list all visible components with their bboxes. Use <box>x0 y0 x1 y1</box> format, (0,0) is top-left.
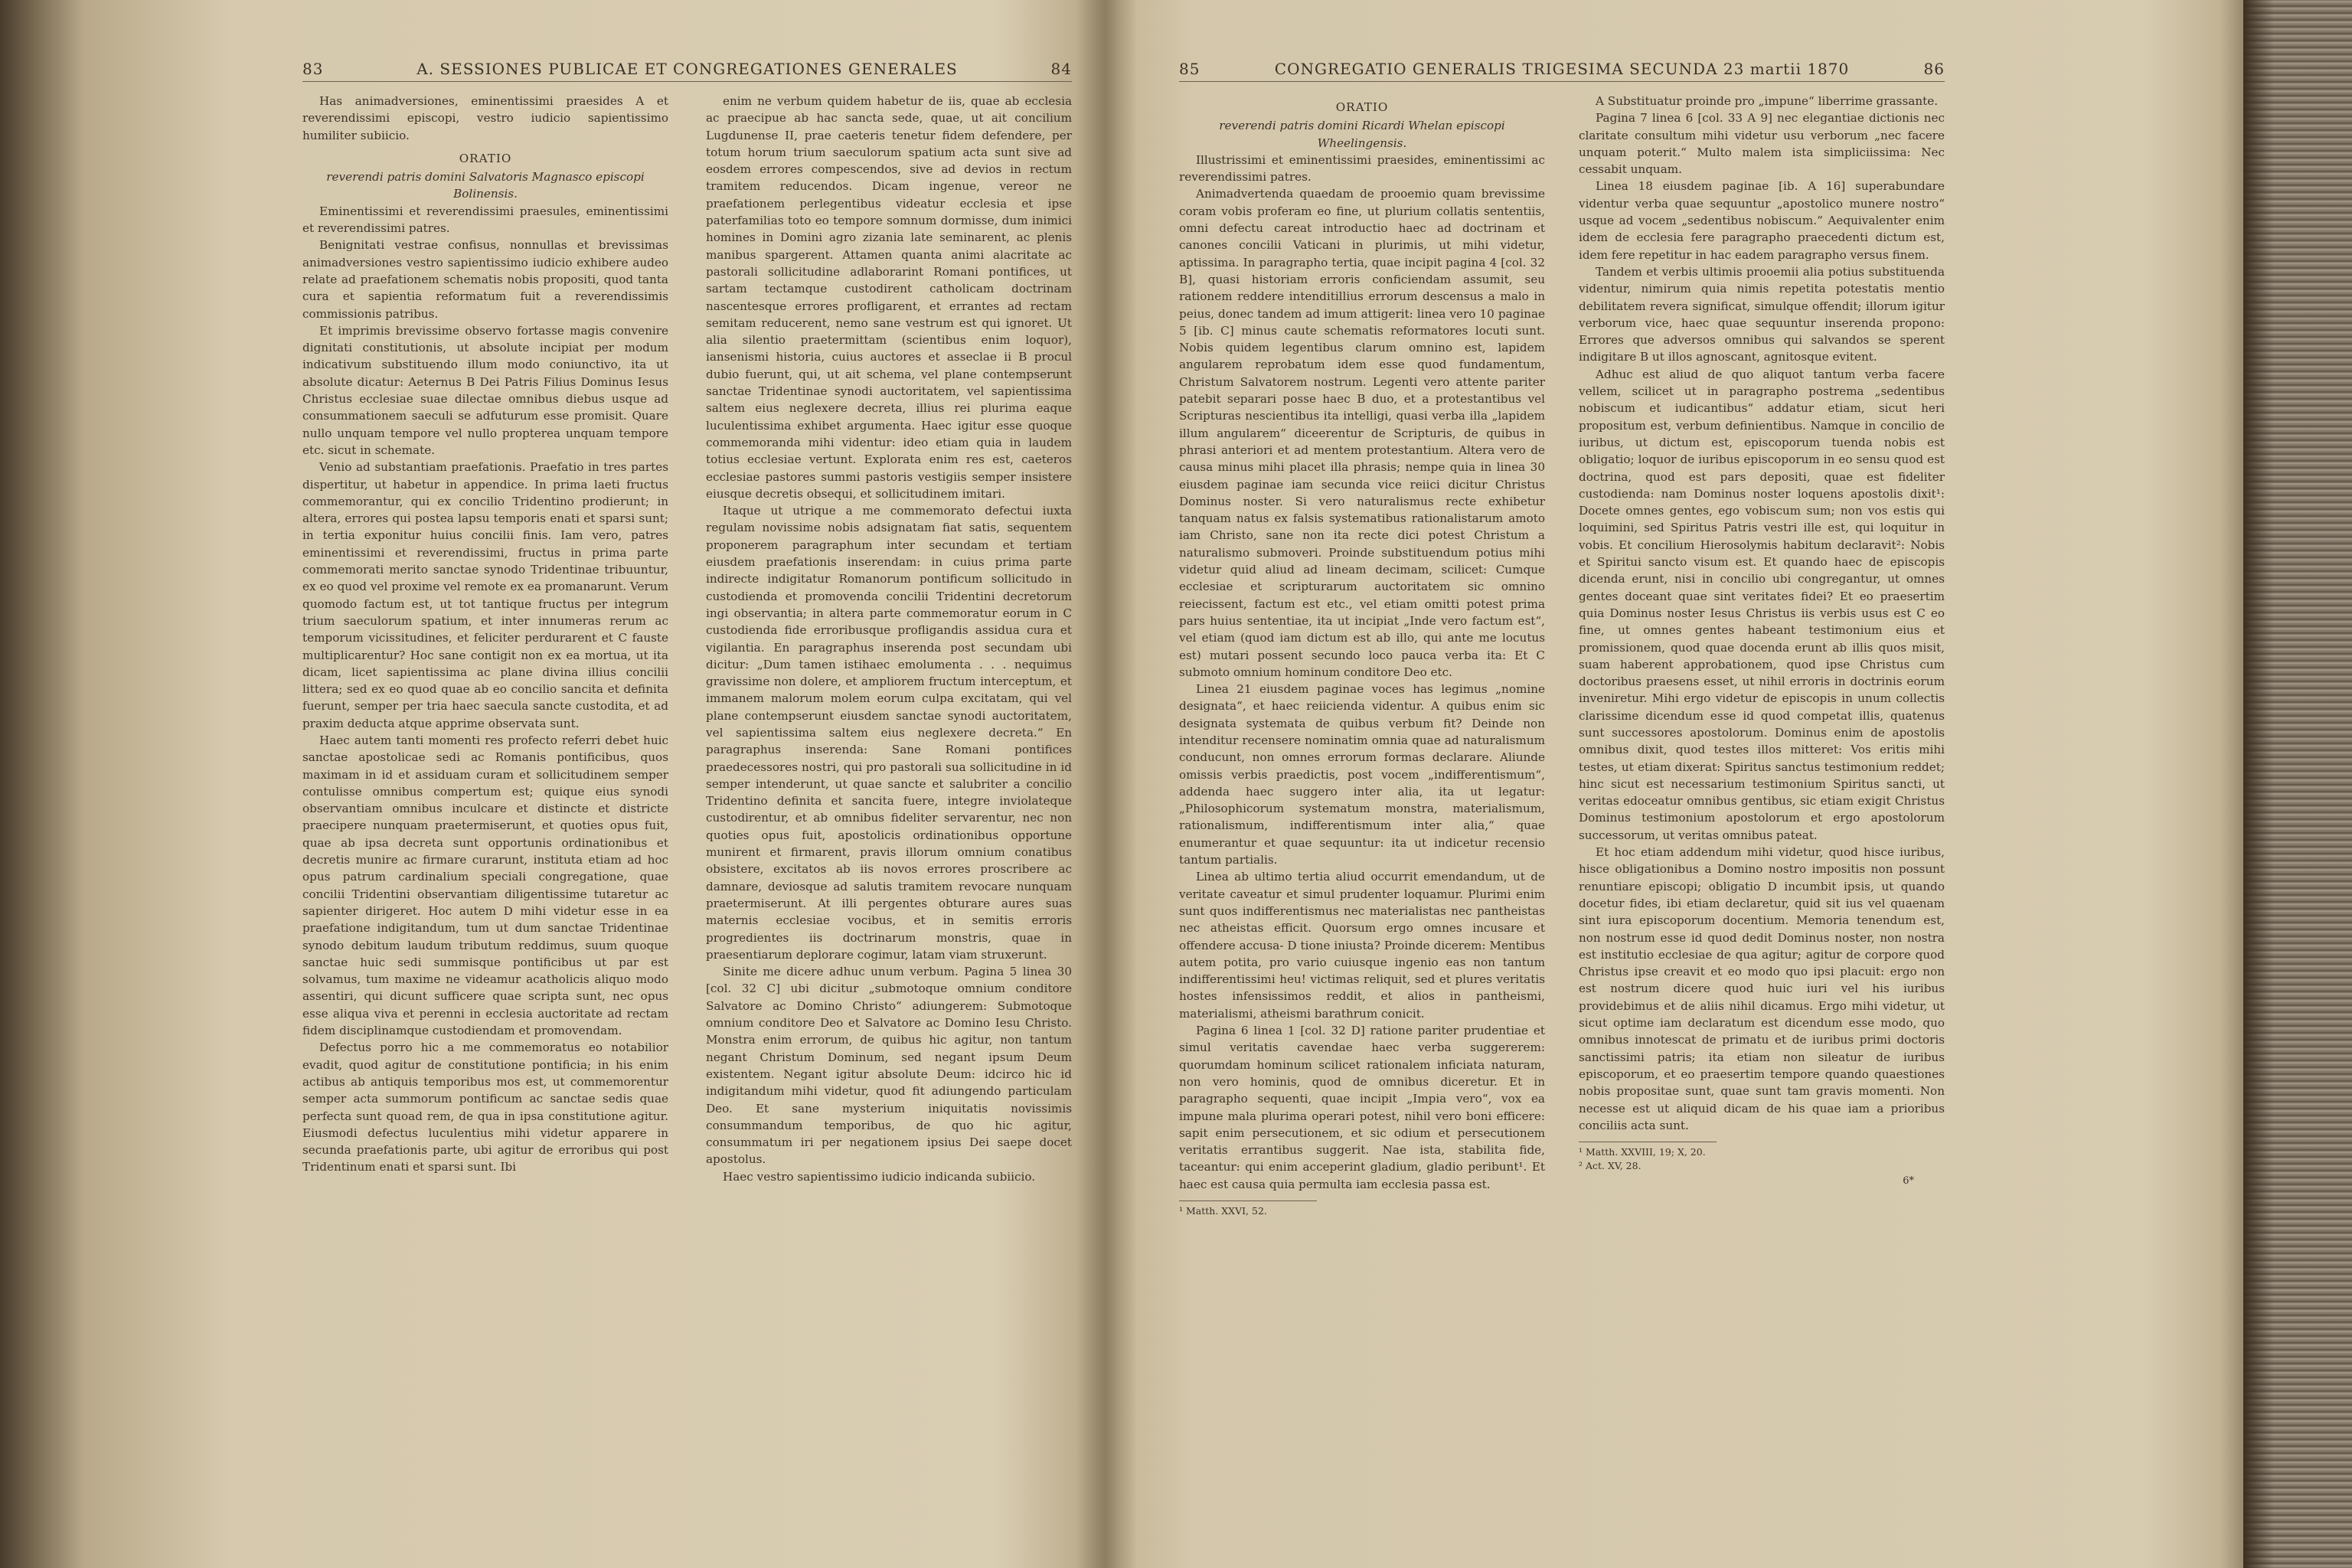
oration-heading: ORATIO <box>459 151 512 165</box>
text-column <box>1579 93 1945 1218</box>
footnotes <box>1579 1142 1717 1173</box>
footnotes <box>1179 1200 1317 1218</box>
paragraph: Defectus porro hic a me commemoratus eo notabilior evadit, quod agitur de constitutione pontificia; in his enim actibus ab antiquis temporibus mos est, ut commemorentur semper acta summorum pontificum ac sanctae sedis quae perfecta sunt quoad rem, de qua in ipsa constitutione agitur. Eiusmodi defectus luculentius mihi videtur apparere in secunda praefationis parte, ubi agitur de erroribus qui post Tridentinum enati et sparsi sunt. Ibi <box>302 1040 668 1174</box>
book-gutter <box>1076 0 1137 1568</box>
paragraph: A Substituatur proinde pro „impune“ liberrime grassante. <box>1596 94 1939 108</box>
running-head-left <box>302 54 1072 82</box>
paragraph: Linea ab ultimo tertia aliud occurrit emendandum, ut de veritate caveatur et simul prudenter loquamur. Plurimi enim sunt quos indifferentismus nec materialistas nec pantheistas nec atheistas efficit. Quorsum ergo omnes incusare et offendere accusa- D tione iniusta? Proinde dicerem: Mentibus autem potita, pro vario cuiusque ingenio eas non tantum indifferentissimi heu! victimas reliquit, sed et plures veritatis hostes infensissimos reddit, et alios in pantheismi, materialismi, atheismi barathrum conicit. <box>1179 870 1545 1021</box>
paragraph: Sinite me dicere adhuc unum verbum. Pagina 5 linea 30 [col. 32 C] ubi dicitur „submotoque omnium conditore Salvatore ac Domino Christo“ adiungerem: Submotoque omnium conditore Deo et Salvatore ac Domino Iesu Christo. Monstra enim errorum, de quibus hic agitur, non tantum negant Christum Dominum, sed negant ipsum Deum existentem. Negant igitur absolute Deum: idcirco hic id indigitandum mihi videtur, quod fit adiungendo particulam Deo. Et sane mysterium iniquitatis novissimis consummandum temporibus, de quo hic agitur, consummatum iri per negationem ipsius Dei saepe docet apostolus. <box>706 965 1072 1167</box>
page-edges <box>2243 0 2352 1568</box>
right-page <box>1179 54 1945 1218</box>
page-number: 83 <box>302 60 324 78</box>
footnote: ² Act. XV, 28. <box>1579 1160 1642 1172</box>
oration-speaker: reverendi patris domini Salvatoris Magnasco episcopi Bolinensis. <box>326 170 645 201</box>
paragraph: Haec vestro sapientissimo iudicio indicanda subiicio. <box>723 1169 1036 1184</box>
page-number: 86 <box>1923 60 1945 78</box>
paragraph: Has animadversiones, eminentissimi praesides A et reverendissimi episcopi, vestro iudicio sapientissimo humiliter subiicio. <box>302 94 668 142</box>
paragraph: Eminentissimi et reverendissimi praesules, eminentissimi et reverendissimi patres. <box>302 204 668 236</box>
left-page <box>302 54 1072 1185</box>
text-column <box>1179 93 1545 1218</box>
paragraph: Linea 21 eiusdem paginae voces has legimus „nomine designata“, et haec reiicienda videntur. A quibus enim sic designata systemata de quibus verbum fit? Deinde non intenditur recensere nominatim omnia quae ad naturalismum conducunt, non omnes errorum formas declarare. Aliunde omissis verbis praedictis, post vocem „indifferentismum“, addenda haec suggero inter alia, ita ut legatur: „Philosophicorum systematum monstra, materialismum, rationalismum, indifferentismum inter alia,“ quae enumerantur et quae sequuntur: ita ut indicetur recensio tantum partialis. <box>1179 682 1545 867</box>
paragraph: Venio ad substantiam praefationis. Praefatio in tres partes dispertitur, ut habetur in appendice. In prima laeti fructus commemorantur, qui ex concilio Tridentino prodierunt; in altera, errores qui postea lapsu temporis enati et sparsi sunt; in tertia exponitur huius concilii finis. Iam vero, patres eminentissimi et reverendissimi, fructus in prima parte commemorati merito sanctae synodo Tridentinae tribuuntur, ex eo quod vel proxime vel remote ex ea promanarunt. Verum quomodo factum est, ut tot tantique fructus per integrum trium saeculorum spatium, et inter innumeras rerum ac temporum vicissitudines, et feliciter perdurarent et C fauste multiplicarentur? Hoc sane contigit non ex ea mortua, ut ita dicam, licet sapientissima ac plane divina illius concilii littera; sed ex eo quod quae ab eo concilio sancita et definita fuerunt, semper per tria haec saecula sancte custodita, et ad praxim deducta atque apprime observata sunt. <box>302 460 668 730</box>
footnote: ¹ Matth. XXVIII, 19; X, 20. <box>1579 1146 1706 1158</box>
text-column <box>706 93 1072 1185</box>
paragraph: Adhuc est aliud de quo aliquot tantum verba facere vellem, scilicet ut in paragrapho postrema „sedentibus nobiscum et iudicantibus“ addatur etiam, sicut heri propositum est, verbum definientibus. Namque in concilio de iuribus, ut dictum est, episcoporum tuenda nobis est obligatio; loquor de iuribus episcoporum in eo sensu quod est doctrina, quod est pars depositi, quae est fideliter custodienda: nam Dominus noster loquens apostolis dixit¹: Docete omnes gentes, ego vobiscum sum; non vos estis qui loquimini, sed Spiritus Patris vestri ille est, qui loquitur in vobis. Et concilium Hierosolymis habitum declaravit²: Nobis et Spiritui sancto visum est. Et quando haec de episcopis dicenda erunt, nisi in concilio ubi congregantur, ut omnes gentes doceant quae sint veritates fidei? Et eo praesertim quia Dominus noster Iesus Christus iis verbis usus est C eo fine, ut omnes gentes habeant testimonium eius et promissionem, quod quae docenda erunt ab illis quos misit, suam haberent approbationem, quod ipse Christus cum doctoribus praesens esset, ut nihil erroris in doctrinis eorum inveniretur. Mihi ergo videtur de episcopis in unum collectis clarissime dicendum esse id quod competat illis, quatenus sunt successores apostolorum. Dominus enim de apostolis omnibus dixit, quod testes illos mitteret: Vos eritis mihi testes, ut etiam dixerat: Spiritus sanctus testimonium reddet; hinc sicut est necessarium testimonium Spiritus sancti, ut veritas edoceatur omnibus gentibus, sic etiam exigit Christus Dominus testimonium apostolorum et ergo apostolorum successorum, ut veritas omnibus pateat. <box>1579 367 1945 842</box>
paragraph: Pagina 6 linea 1 [col. 32 D] ratione pariter prudentiae et simul veritatis cavendae haec verba suggererem: quorumdam hominum scilicet rationalem inficiata naturam, non vero hominis, quod de omnibus diceretur. Et in paragrapho sequenti, quae incipit „Impia vero“, vox ea impune mala plurima operari potest, nihil vero boni efficere: sapit enim persecutionem, et sic odium et persecutionem veritatis errantibus suggerit. Nae ista, stabilita fide, taceantur: qui enim acceperint gladium, gladio peribunt¹. Et haec est causa quia permulta iam ecclesia passa est. <box>1179 1024 1545 1191</box>
paragraph: Illustrissimi et eminentissimi praesides, eminentissimi ac reverendissimi patres. <box>1179 152 1545 185</box>
signature-mark: 6* <box>1903 1175 1914 1187</box>
paragraph: Benignitati vestrae confisus, nonnullas et brevissimas animadversiones vestro sapientissimo iudicio exhibere audeo relate ad praefationem schematis nobis propositi, quod tanta cura et sapientia reformatum fuit a reverendissimis commissionis patribus. <box>302 238 668 321</box>
paragraph: Itaque ut utrique a me commemorato defectui iuxta regulam novissime nobis adsignatam fiat satis, sequentem proponerem paragraphum inter secundam et tertiam eiusdem praefationis inserendam: in cuius prima parte indirecte indigitatur Romanorum pontificum sollicitudo in custodienda et promovenda concilii Tridentini decretorum ingi observantia; in altera parte commemoratur eorum in C custodienda fide erroribusque profligandis assidua cura et vigilantia. En paragraphus inserenda post secundam ubi dicitur: „Dum tamen istihaec emolumenta . . . nequimus gravissime non dolere, et ampliorem fructum interceptum, et immanem malorum molem eorum culpa excitatam, qui vel plane contempserunt eiusdem sanctae synodi auctoritatem, vel sapientissima saltem eius neglexere decreta.“ En paragraphus inserenda: Sane Romani pontifices praedecessores nostri, qui pro pastorali sua sollicitudine in id semper intenderunt, ut quae sancte et salubriter a concilio Tridentino definita et sancita fuere, integre inviolateque custodirentur, et ab omnibus fideliter servarentur, nec non quoties opus fuit, apostolicis ordinationibus opportune munirent et firmarent, pravis illorum omnium conatibus obsistere, excitatos ab iis novos errores proscribere ac damnare, deviosque ad salutis tramitem revocare nunquam praetermiserunt. At illi pergentes obturare aures suas maternis ecclesiae vocibus, et in semitis erroris progredientes iis doctrinarum monstris, quae in praesentiarum deplorare cogimur, latam viam struxerunt. <box>706 504 1072 962</box>
paragraph: Haec autem tanti momenti res profecto referri debet huic sanctae apostolicae sedi ac Romanis pontificibus, quos maximam in id et assiduam curam et sollicitudinem semper contulisse omnibus compertum est; quique eius synodi observantiam omnibus inculcare et distincte et districte praecipere nunquam praetermiserunt, et quoties opus fuit, quae ab ipsa decreta sunt opportunis ordinationibus et decretis munire ac firmare curarunt, instituta etiam ad hoc opus patrum cardinalium speciali congregatione, quae concilii Tridentini observantiam diligentissime tutaretur ac sapienter dirigeret. Hoc autem D mihi videtur esse in ea praefatione indigitandum, tum ut dum sanctae Tridentinae synodo debitum laudum tributum reddimus, suum quoque sanctae huic sedi summisque pontificibus ut par est solvamus, tum maxime ne videamur acatholicis aliquo modo assentiri, qui dicunt sufficere quae scripta sunt, nec opus esse aliqua viva et perenni in ecclesia auctoritate ad rectam fidem disciplinamque custodiendam et promovendam. <box>302 733 668 1038</box>
running-title: A. SESSIONES PUBLICAE ET CONGREGATIONES GENERALES <box>416 60 958 78</box>
text-column <box>302 93 668 1185</box>
oration-speaker: reverendi patris domini Ricardi Whelan episcopi Wheelingensis. <box>1219 119 1505 150</box>
paragraph: Tandem et verbis ultimis prooemii alia potius substituenda videntur, nimirum quia nimis repetita potestatis mentio debilitatem revera significat, simulque offendit; illorum igitur verborum vice, haec quae sequuntur inserenda propono: Errores que adversos omnibus qui salvandos se sperent indigitare B ut illos agnoscant, agnitosque evitent. <box>1579 264 1945 364</box>
page-number: 85 <box>1179 60 1200 78</box>
oration-heading: ORATIO <box>1335 100 1389 114</box>
footnote: ¹ Matth. XXVI, 52. <box>1179 1205 1267 1217</box>
paragraph: Et hoc etiam addendum mihi videtur, quod hisce iuribus, hisce obligationibus a Domino nostro impositis non possunt renuntiare episcopi; obligatio D incumbit ipsis, ut quando docetur fides, ibi etiam declaretur, quid sit ius vel quaenam sint iura episcoporum docentium. Memoria tenendum est, non nostrum esse id quod dedit Dominus noster, non nostra est institutio ecclesiae de qua agitur; agitur de corpore quod Christus ipse creavit et eo modo quo ipsi placuit: ergo non est nostrum dicere quod huic iuri vel his iuribus providebimus et de aliis nihil dicamus. Ergo mihi videtur, ut sicut optime iam declaratum est dicendum esse modo, quo omnibus innotescat de primatu et de iuribus primi doctoris sanctissimi patris; ita etiam non sileatur de iuribus episcoporum, et eo praesertim tempore quando quaestiones nobis propositae sunt, quae sunt tam gravis momenti. Non necesse est ut aliquid dicam de his quae iam a prioribus conciliis acta sunt. <box>1579 845 1945 1132</box>
page-number: 84 <box>1050 60 1072 78</box>
paragraph: Animadvertenda quaedam de prooemio quam brevissime coram vobis proferam eo fine, ut plurium collatis sententiis, omni defectu careat introductio haec ad doctrinam et canones concilii Vaticani in plurimis, ut mihi videtur, aptissima. In paragrapho tertia, quae incipit pagina 4 [col. 32 B], quasi historiam erroris conficiendam assumit, seu rationem reddere intenditillius errorum descensus a malo in peius, donec tandem ad imum attigerit: linea vero 10 paginae 5 [ib. C] minus caute schematis reformatores locuti sunt. Nobis quidem legentibus clarum omnino est, lapidem angularem reprobatum idem esse quod fundamentum, Christum Salvatorem nostrum. Legenti vero attente pariter patebit separari posse haec B duo, et a protestantibus vel Scripturas nescientibus ita intelligi, quasi verba illa „lapidem illum angularem“ diceerentur de Scripturis, de quibus in phrasi anteriori et ad mentem protestantium. Altera vero de causa minus mihi placet illa phrasis; nempe quia in linea 30 eiusdem paginae iam secunda vice reiici dicitur Christus Dominus noster. Si vero naturalismus recte exhibetur tanquam natus ex falsis systematibus rationalistarum amoto iam Christo, sane non ita recte dici potest Christum a naturalismo submoveri. Proinde substituendum potius mihi videtur quid aliud ad lineam decimam, scilicet: Cumque ecclesiae et scripturarum auctoritatem sic omnino reiecissent, factum est etc., vel etiam omitti potest prima pars huius sententiae, ita ut incipiat „Inde vero factum est“, vel etiam (quod iam dictum est ab illo, qui ante me locutus est) mutari possent secundo loco pauca verba ita: Et C submoto omnium hominum conditore Deo etc. <box>1179 187 1545 679</box>
running-title: CONGREGATIO GENERALIS TRIGESIMA SECUNDA 23 martii 1870 <box>1274 60 1850 78</box>
paragraph: Et imprimis brevissime observo fortasse magis convenire dignitati constitutionis, ut absolute incipiat per modum indicativum substituendo illum modo coniunctivo, ita ut absolute dicatur: Aeternus B Dei Patris Filius Dominus Iesus Christus ecclesiae suae dilectae omnibus diebus usque ad consummationem saeculi se adfuturum esse promisit. Quare nullo unquam tempore vel nullo propterea unquam tempore etc. sicut in schemate. <box>302 323 668 457</box>
running-head-right <box>1179 54 1945 82</box>
paragraph: enim ne verbum quidem habetur de iis, quae ab ecclesia ac praecipue ab hac sancta sede, quae, ut ait concilium Lugdunense II, prae caeteris tenetur fidem defendere, per totum horum trium saeculorum spatium acta sunt sive ad eosdem errores compescendos, sive ad devios in rectum tramitem reducendos. Dicam ingenue, vereor ne praefationem perlegentibus videatur ecclesia et ipse paterfamilias toto eo tempore somnum dormisse, dum inimici homines in Domini agro zizania late seminarent, ac plenis manibus spargerent. Attamen quanta animi alacritate ac pastorali sollicitudine adlaborarint Romani pontifices, ut sartam tectamque custodirent catholicam doctrinam nascentesque errores profligarent, et errantes ad rectam semitam reducerent, nemo sane vestrum est qui ignoret. Ut alia silentio praetermittam (scientibus enim loquor), iansenismi historia, cuius auctores et asseclae ii B procul dubio fuerunt, qui, ut ait schema, vel plane contempserunt sanctae Tridentinae synodi auctoritatem, vel sapientissima saltem eius neglexere decreta, illius rei plurima eaque luculentissima exhibet argumenta. Haec igitur esse quoque commemoranda mihi videntur: ideo etiam quia in laudem totius ecclesiae vertunt. Explorata enim res est, caeteros ecclesiae pastores summi pastoris vestigiis semper insistere eiusque decretis obsequi, et sollicitudinem imitari. <box>706 94 1072 501</box>
paragraph: Linea 18 eiusdem paginae [ib. A 16] superabundare videntur verba quae sequuntur „apostolico munere nostro“ usque ad vocem „sedentibus nobiscum.“ Aequivalenter enim idem de ecclesia fere paragrapho praecedenti dictum est, idem fere repetitur in hac eadem paragrapho versus finem. <box>1579 179 1945 262</box>
paragraph: Pagina 7 linea 6 [col. 33 A 9] nec elegantiae dictionis nec claritate consultum mihi videtur usu verborum „nec facere unquam poterit.“ Multo malem ista simpliciissima: Nec cessabit unquam. <box>1579 111 1945 177</box>
